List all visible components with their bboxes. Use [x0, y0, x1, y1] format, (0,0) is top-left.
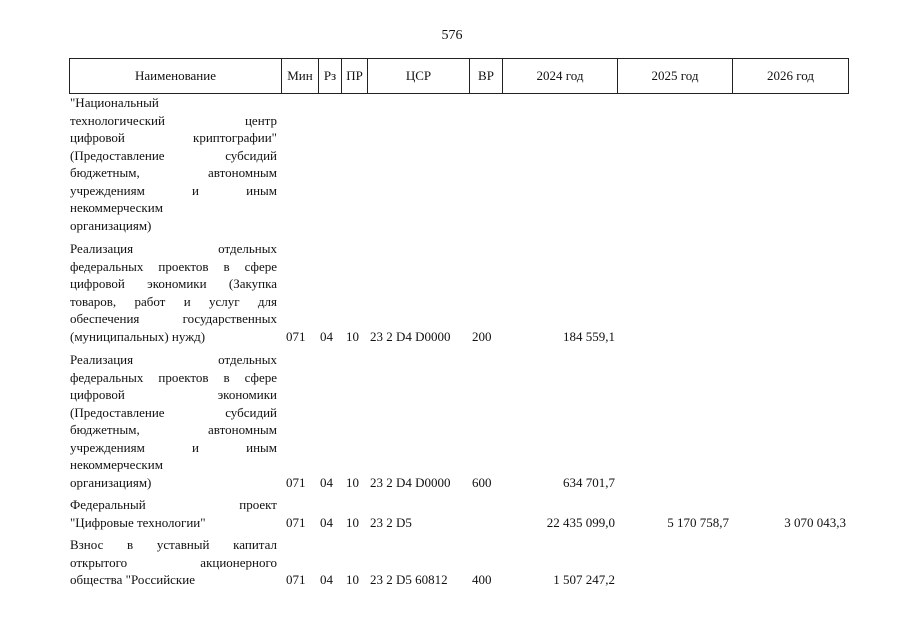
cell-y2024: 184 559,1	[563, 328, 615, 344]
row-name-line: организациям)	[70, 474, 152, 490]
row-name-line: "Национальный	[70, 95, 159, 110]
cell-min: 071	[286, 474, 306, 490]
row-name-line: некоммерческим	[70, 200, 163, 215]
cell-y2024: 634 701,7	[563, 474, 615, 490]
header-rz: Рз	[318, 58, 341, 94]
row-name-line: технологический центр	[70, 112, 277, 128]
row-name	[70, 240, 277, 345]
row-name-line: учреждениям и иным	[70, 439, 277, 455]
cell-csr: 23 2 D5	[370, 514, 412, 530]
row-name-line: бюджетным, автономным	[70, 165, 277, 180]
page-number: 576	[441, 28, 463, 43]
row-name-line: открытого акционерного	[70, 554, 277, 570]
cell-vr: 400	[472, 572, 492, 587]
header-name: Наименование	[69, 58, 281, 94]
row-name-line: (Предоставление субсидий	[70, 147, 277, 163]
cell-pr: 10	[346, 474, 359, 490]
row-name-line: (Предоставление субсидий	[70, 404, 277, 420]
row-name-line: Реализация отдельных	[70, 241, 277, 256]
cell-y2025: 5 170 758,7	[667, 514, 729, 530]
cell-pr: 10	[346, 328, 359, 344]
row-name	[70, 536, 277, 589]
row-name-line: некоммерческим	[70, 457, 163, 472]
cell-y2024: 1 507 247,2	[553, 572, 615, 587]
row-name-line: товаров, работ и услуг для	[70, 293, 277, 309]
row-name-line: "Цифровые технологии"	[70, 514, 206, 530]
row-name-line: (муниципальных) нужд)	[70, 328, 206, 344]
cell-rz: 04	[320, 328, 333, 344]
table-header	[69, 58, 849, 94]
row-name-line: Взнос в уставный капитал	[70, 537, 277, 552]
row-name-line: цифровой экономики	[70, 387, 277, 402]
row-name	[70, 351, 277, 491]
row-name-line: цифровой экономики (Закупка	[70, 276, 277, 291]
cell-pr: 10	[346, 514, 359, 530]
cell-csr: 23 2 D4 D0000	[370, 474, 451, 490]
header-2026: 2026 год	[732, 58, 849, 94]
cell-rz: 04	[320, 572, 333, 587]
cell-csr: 23 2 D5 60812	[370, 572, 448, 587]
cell-vr: 600	[472, 474, 492, 490]
row-name-line: Реализация отдельных	[70, 352, 277, 367]
row-name-line: обеспечения государственных	[70, 311, 277, 326]
header-vr: ВР	[469, 58, 502, 94]
header-csr: ЦСР	[367, 58, 469, 94]
row-name-line: бюджетным, автономным	[70, 422, 277, 437]
row-name-line: Федеральный проект	[70, 497, 277, 512]
row-name-line: федеральных проектов в сфере	[70, 369, 277, 385]
cell-vr: 200	[472, 328, 492, 344]
cell-min: 071	[286, 572, 306, 587]
row-name	[70, 496, 277, 531]
cell-csr: 23 2 D4 D0000	[370, 328, 451, 344]
cell-pr: 10	[346, 572, 359, 587]
row-name-line: учреждениям и иным	[70, 182, 277, 198]
cell-min: 071	[286, 328, 306, 344]
cell-y2026: 3 070 043,3	[784, 514, 846, 530]
row-name-line: общества "Российские	[70, 572, 195, 587]
cell-rz: 04	[320, 474, 333, 490]
header-min: Мин	[281, 58, 318, 94]
row-name	[70, 94, 277, 234]
row-name-line: организациям)	[70, 217, 152, 233]
header-2025: 2025 год	[617, 58, 732, 94]
cell-min: 071	[286, 514, 306, 530]
header-2024: 2024 год	[502, 58, 617, 94]
row-name-line: цифровой криптографии"	[70, 130, 277, 145]
row-name-line: федеральных проектов в сфере	[70, 258, 277, 274]
cell-y2024: 22 435 099,0	[546, 514, 615, 530]
header-pr: ПР	[341, 58, 367, 94]
cell-rz: 04	[320, 514, 333, 530]
